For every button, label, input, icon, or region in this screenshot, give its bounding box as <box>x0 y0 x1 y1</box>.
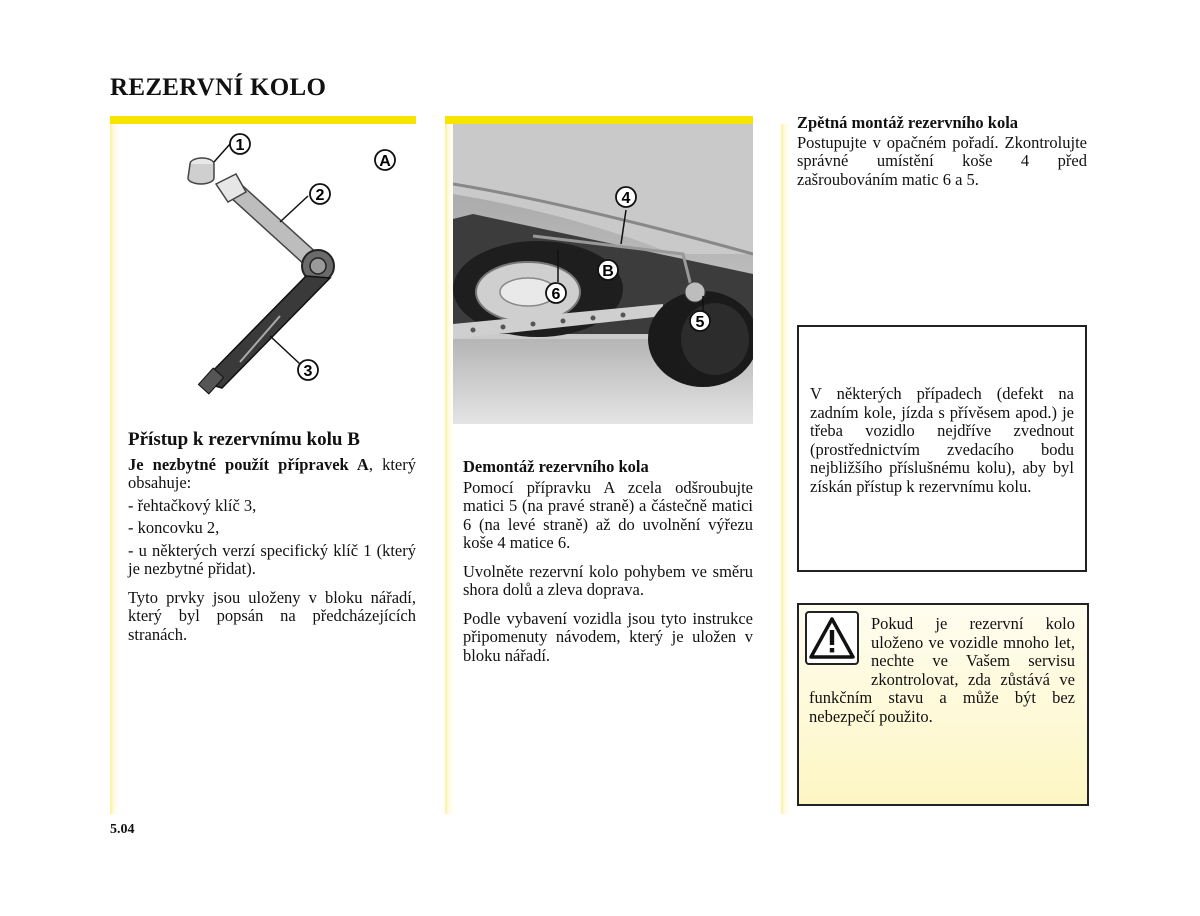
page-title: REZERVNÍ KOLO <box>110 74 327 101</box>
column3-side-gradient <box>781 124 791 814</box>
column2-p1: Pomocí přípravku A zcela odšroubujte matici 5 (na pravé straně) a částečně matici 6 (na levé straně) až do uvolnění výřezu koše 4 matice 6. <box>463 477 753 552</box>
callout-3: 3 <box>303 363 313 380</box>
warning-box <box>797 603 1089 806</box>
column1-heading: Přístup k rezervnímu kolu B <box>128 429 360 450</box>
figure-label-a: A <box>379 153 391 170</box>
column2-top-bar <box>445 116 753 124</box>
column2-text <box>463 458 753 675</box>
callout-6: 6 <box>551 286 561 303</box>
callout-5: 5 <box>695 314 705 331</box>
item-extension: - koncovku 2, <box>128 518 220 537</box>
column1-para: Tyto prvky jsou uloženy v bloku nářadí, který byl popsán na předcházejících stranách. <box>128 587 416 644</box>
column3-text <box>797 114 1087 199</box>
callout-1: 1 <box>235 137 245 154</box>
column2-p2: Uvolněte rezervní kolo pohybem ve směru shora dolů a zleva doprava. <box>463 561 753 599</box>
callout-b: B <box>602 263 614 280</box>
note-box <box>797 325 1087 572</box>
page-number: 5.04 <box>110 822 135 837</box>
note-text: V některých případech (defekt na zadním kole, jízda s přívěsem apod.) je třeba vozidlo nejdříve zvednout (prostřednictvím zvedacího bodu nejbližšího příslušnému kolu), aby byl získán přístup k rezervnímu kolu. <box>810 384 1074 496</box>
spare-wheel-photo <box>453 124 753 424</box>
socket-drawing <box>188 158 214 184</box>
item-ratchet: - řehtačkový klíč 3, <box>128 495 257 515</box>
warning-message: Pokud je rezervní kolo uloženo ve vozidle mnoho let, nechte ve Vašem servisu zkontrolovat, zda zůstává ve funkčním stavu a může být bez nebezpečí použito. <box>809 614 1075 726</box>
callout-2: 2 <box>315 187 325 204</box>
column1-intro <box>128 456 416 493</box>
column3-heading: Zpětná montáž rezervního kola <box>797 113 1019 132</box>
warning-text <box>809 615 1075 726</box>
callout-4: 4 <box>621 190 631 207</box>
column1-top-bar <box>110 116 416 124</box>
tools-figure <box>130 126 420 416</box>
extension-drawing <box>216 174 320 266</box>
column1-side-gradient <box>110 124 120 814</box>
column3-p1: Postupujte v opačném pořadí. Zkontrolujte správné umístění koše 4 před zašroubováním matic 6 a 5. <box>797 132 1087 189</box>
column2-p3: Podle vybavení vozidla jsou tyto instrukce připomenuty návodem, který je uložen v bloku nářadí. <box>463 608 753 665</box>
column1-text <box>128 431 416 654</box>
item-specific-key: - u některých verzí specifický klíč 1 (který je nezbytné přidat). <box>128 540 416 578</box>
column2-heading: Demontáž rezervního kola <box>463 457 649 476</box>
column1-intro-rest: , který obsahuje: <box>128 454 416 492</box>
column1-intro-bold: Je nezbytné použít přípravek A <box>128 454 369 474</box>
